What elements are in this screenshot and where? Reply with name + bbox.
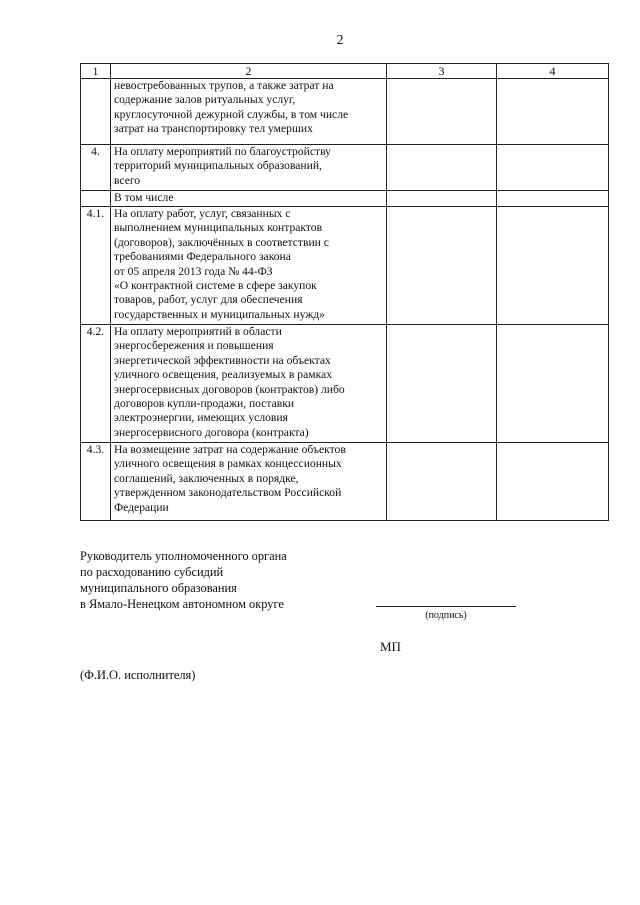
signatory-line: в Ямало-Ненецком автономном округе bbox=[80, 597, 284, 611]
row-line: договоров купли-продажи, поставки bbox=[114, 397, 295, 411]
row-line: Федерации bbox=[114, 500, 169, 514]
row-value-col3 bbox=[387, 325, 497, 443]
table-row bbox=[81, 443, 609, 521]
row-line: энергосервисного договора (контракта) bbox=[114, 425, 309, 439]
row-line: затрат на транспортировку тел умерших bbox=[114, 122, 313, 136]
signatory-title bbox=[80, 548, 287, 612]
row-description bbox=[111, 191, 387, 207]
row-line: невостребованных трупов, а также затрат на bbox=[114, 79, 334, 92]
row-description bbox=[111, 443, 387, 521]
expenses-table bbox=[80, 63, 609, 521]
row-value-col3 bbox=[387, 443, 497, 521]
executor-name: (Ф.И.О. исполнителя) bbox=[80, 668, 196, 682]
row-line: На оплату мероприятий по благоустройству bbox=[114, 145, 331, 158]
signature-line bbox=[376, 606, 516, 607]
row-value-col4 bbox=[497, 207, 609, 325]
row-value-col3 bbox=[387, 191, 497, 207]
row-line: товаров, работ, услуг для обеспечения bbox=[114, 293, 303, 307]
row-line: от 05 апреля 2013 года № 44-ФЗ bbox=[114, 264, 273, 278]
row-description bbox=[111, 145, 387, 191]
table-row bbox=[81, 191, 609, 207]
row-value-col4 bbox=[497, 443, 609, 521]
row-line: уличного освещения в рамках концессионных bbox=[114, 457, 342, 471]
row-line: На оплату работ, услуг, связанных с bbox=[114, 207, 291, 220]
row-line: соглашений, заключенных в порядке, bbox=[114, 471, 299, 485]
row-line: содержание залов ритуальных услуг, bbox=[114, 93, 296, 107]
column-header-2: 2 bbox=[111, 64, 387, 79]
row-line: уличного освещения, реализуемых в рамках bbox=[114, 368, 332, 382]
row-line: «О контрактной системе в сфере закупок bbox=[114, 279, 317, 293]
row-description bbox=[111, 325, 387, 443]
row-line: энергетической эффективности на объектах bbox=[114, 353, 331, 367]
row-line: территорий муниципальных образований, bbox=[114, 159, 322, 173]
table-header-row bbox=[81, 64, 609, 79]
column-header-3: 3 bbox=[387, 64, 497, 79]
row-value-col4 bbox=[497, 191, 609, 207]
row-number: 4.2. bbox=[81, 325, 111, 443]
row-line: круглосуточной дежурной службы, в том числе bbox=[114, 107, 349, 121]
table-row bbox=[81, 207, 609, 325]
signature-caption: (подпись) bbox=[425, 610, 467, 621]
row-value-col3 bbox=[387, 79, 497, 145]
row-line: энергосбережения и повышения bbox=[114, 339, 274, 353]
row-line: В том числе bbox=[114, 191, 174, 204]
row-description bbox=[111, 79, 387, 145]
row-line: выполнением муниципальных контрактов bbox=[114, 221, 323, 235]
row-line: утвержденном законодательством Российской bbox=[114, 486, 342, 500]
row-number: 4.3. bbox=[81, 443, 111, 521]
row-line: требованиями Федерального закона bbox=[114, 250, 291, 264]
row-line: электроэнергии, имеющих условия bbox=[114, 411, 288, 425]
row-line: всего bbox=[114, 173, 141, 187]
row-value-col3 bbox=[387, 207, 497, 325]
row-number: 4.1. bbox=[81, 207, 111, 325]
row-line: энергосервисных договоров (контрактов) либо bbox=[114, 382, 345, 396]
table-row bbox=[81, 145, 609, 191]
row-number: 4. bbox=[81, 145, 111, 191]
signatory-line: муниципального образования bbox=[80, 581, 237, 595]
stamp-label: МП bbox=[380, 639, 401, 654]
row-value-col3 bbox=[387, 145, 497, 191]
column-header-4: 4 bbox=[497, 64, 609, 79]
row-line: государственных и муниципальных нужд» bbox=[114, 307, 325, 321]
row-value-col4 bbox=[497, 145, 609, 191]
table-row bbox=[81, 79, 609, 145]
page-number: 2 bbox=[336, 33, 344, 48]
table-row bbox=[81, 325, 609, 443]
signatory-line: Руководитель уполномоченного органа bbox=[80, 549, 287, 563]
row-number bbox=[81, 191, 111, 207]
row-line: (договоров), заключённых в соответствии с bbox=[114, 235, 329, 249]
row-line: На оплату мероприятий в области bbox=[114, 325, 282, 338]
row-line: На возмещение затрат на содержание объектов bbox=[114, 443, 346, 456]
row-description bbox=[111, 207, 387, 325]
column-header-1: 1 bbox=[81, 64, 111, 79]
row-number bbox=[81, 79, 111, 145]
signatory-line: по расходованию субсидий bbox=[80, 565, 224, 579]
row-value-col4 bbox=[497, 325, 609, 443]
row-value-col4 bbox=[497, 79, 609, 145]
